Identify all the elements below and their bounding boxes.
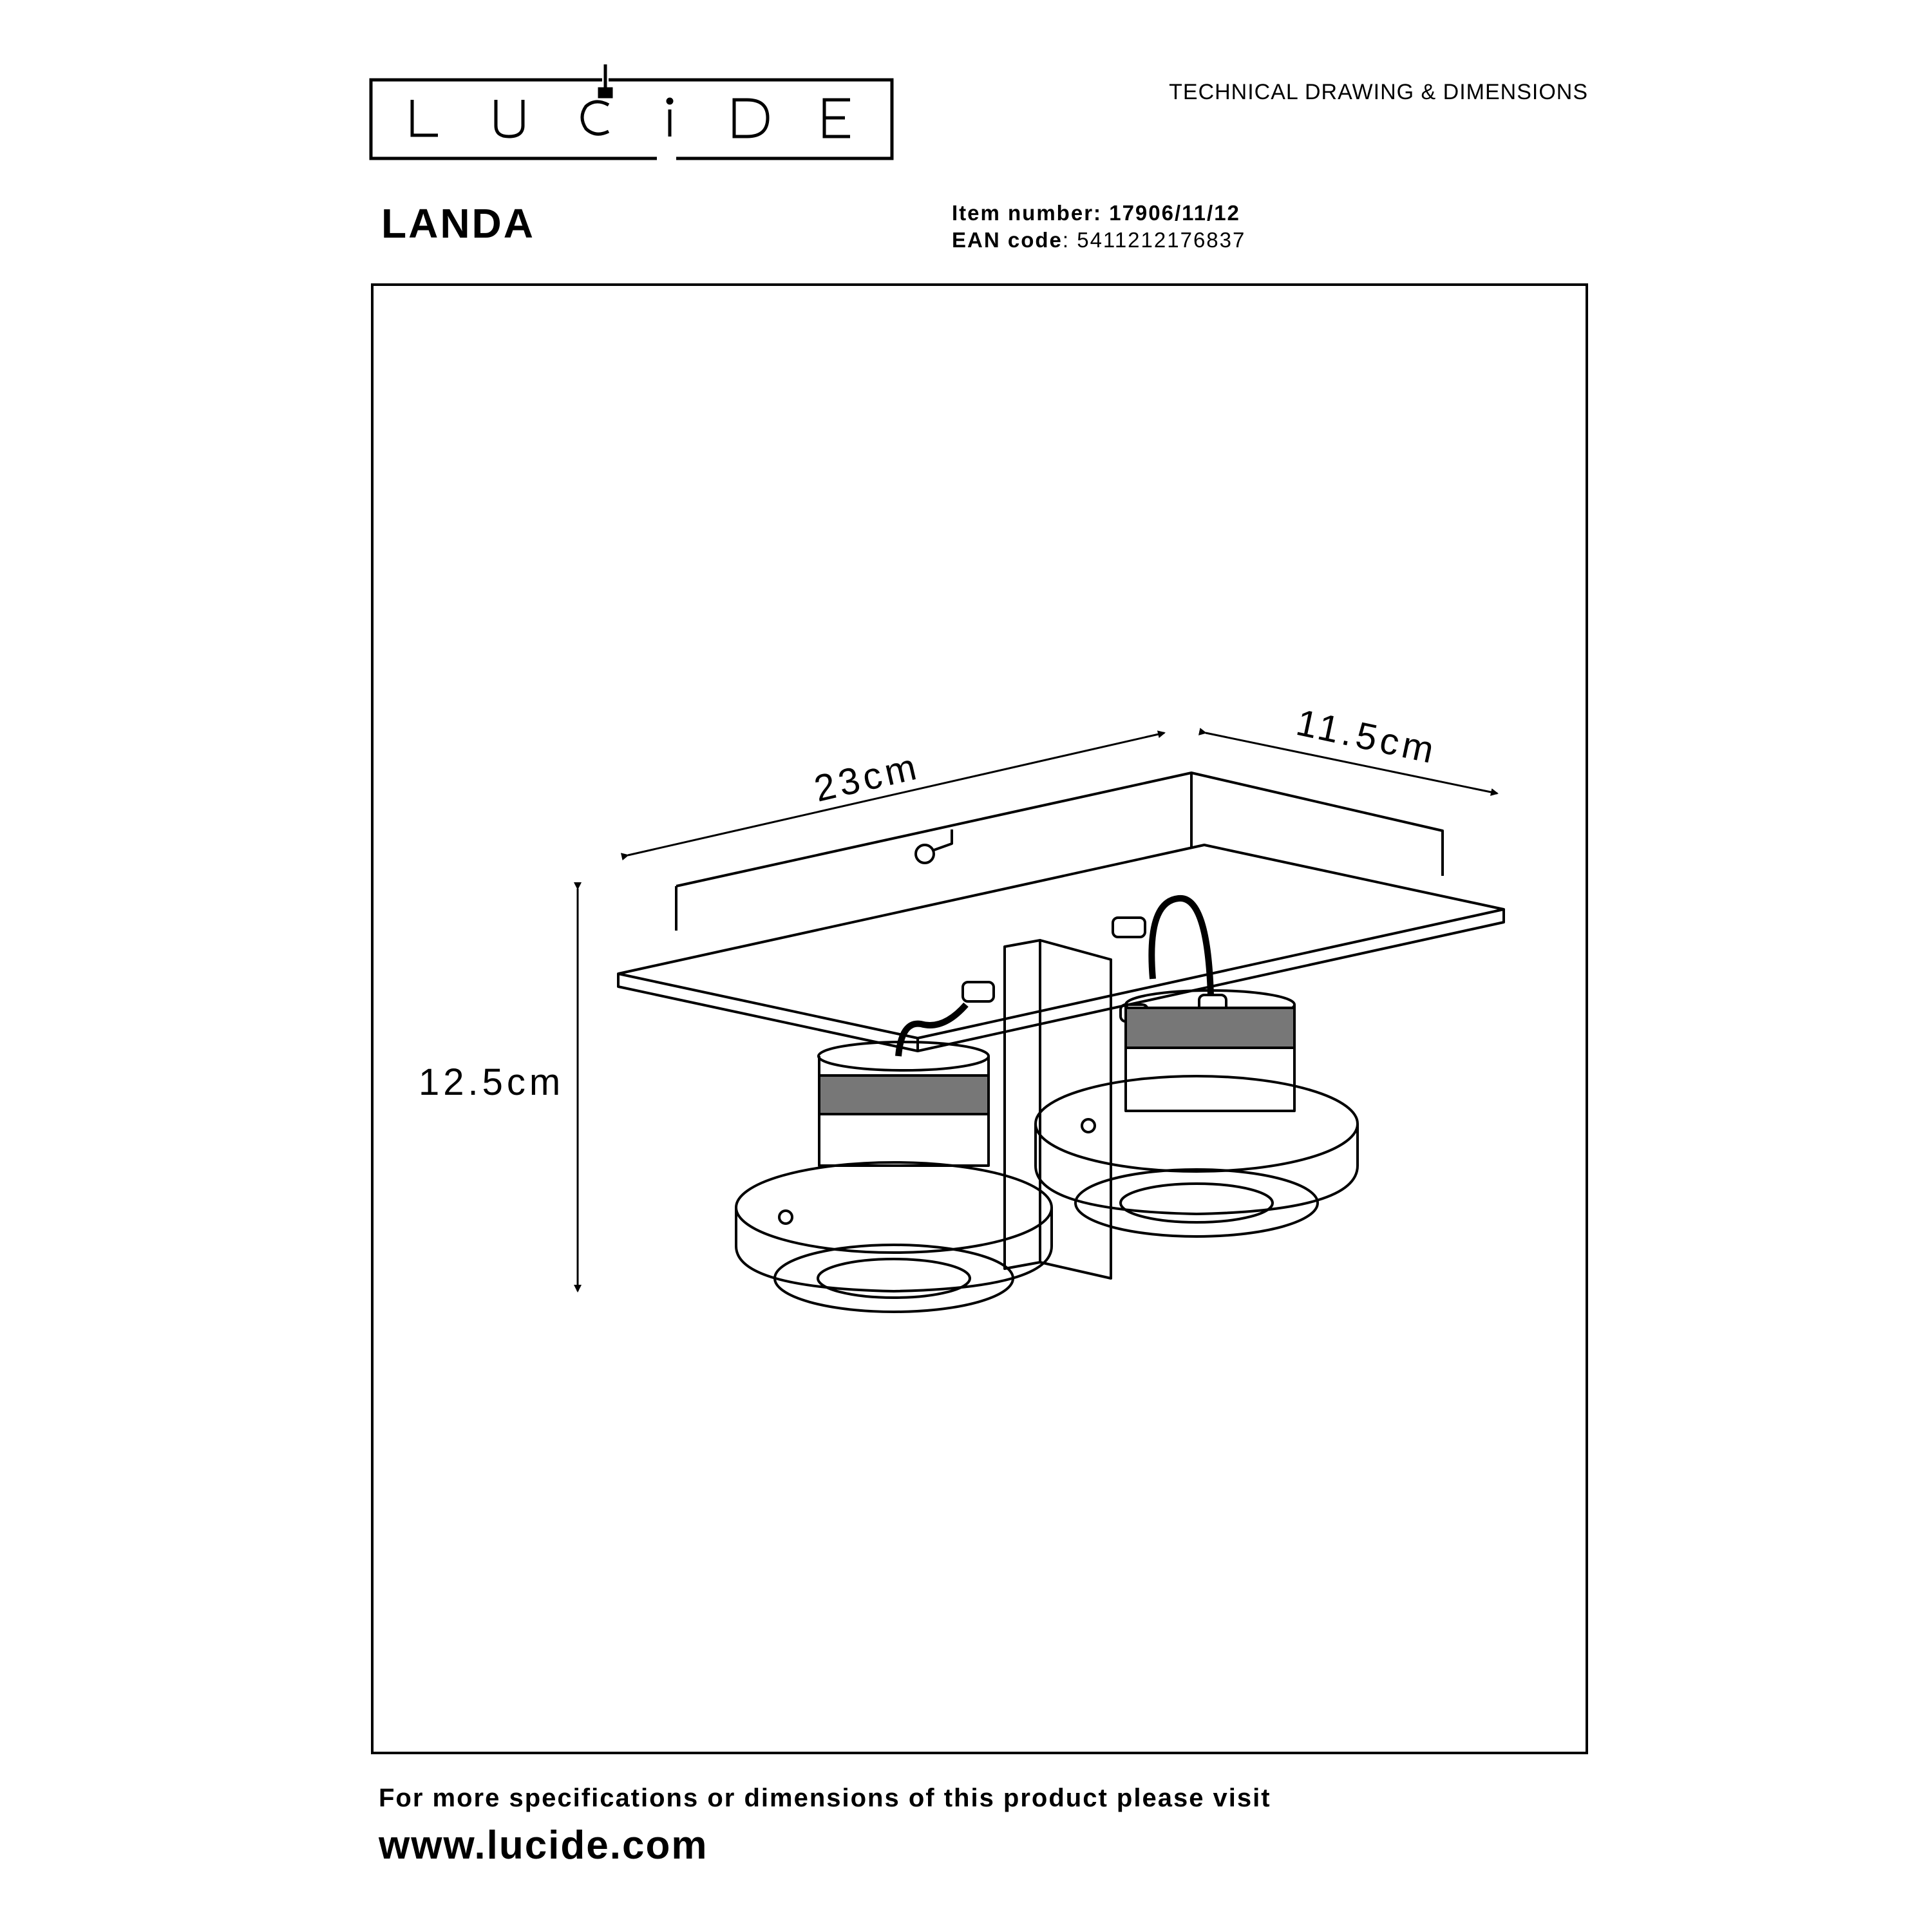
product-name: LANDA — [381, 200, 535, 247]
right-spot-screw-icon — [1082, 1119, 1095, 1132]
item-number-row: Item number: 17906/11/12 — [952, 201, 1240, 225]
height-label: 12.5cm — [419, 1061, 565, 1103]
ean-value: 5411212176837 — [1077, 228, 1246, 252]
ean-label: EAN code — [952, 228, 1063, 252]
footer-note: For more specifications or dimensions of this product please visit — [379, 1784, 1271, 1812]
depth-label: 11.5cm — [1293, 701, 1441, 772]
plate-front-slab — [618, 845, 1504, 1051]
ean-row: EAN code: 5411212176837 — [952, 228, 1246, 252]
length-label: 23cm — [810, 745, 924, 810]
website-link[interactable]: www.lucide.com — [379, 1823, 708, 1868]
plate-back-edge — [676, 773, 1443, 886]
plate-screw-icon — [916, 845, 934, 863]
item-number-label: Item number — [952, 201, 1094, 225]
document-type: TECHNICAL DRAWING & DIMENSIONS — [1169, 80, 1588, 104]
right-spot-ring — [1036, 1076, 1358, 1171]
left-spot-screw-icon — [779, 1211, 792, 1224]
center-bracket — [1005, 940, 1040, 1269]
item-number-value: 17906/11/12 — [1109, 201, 1240, 225]
